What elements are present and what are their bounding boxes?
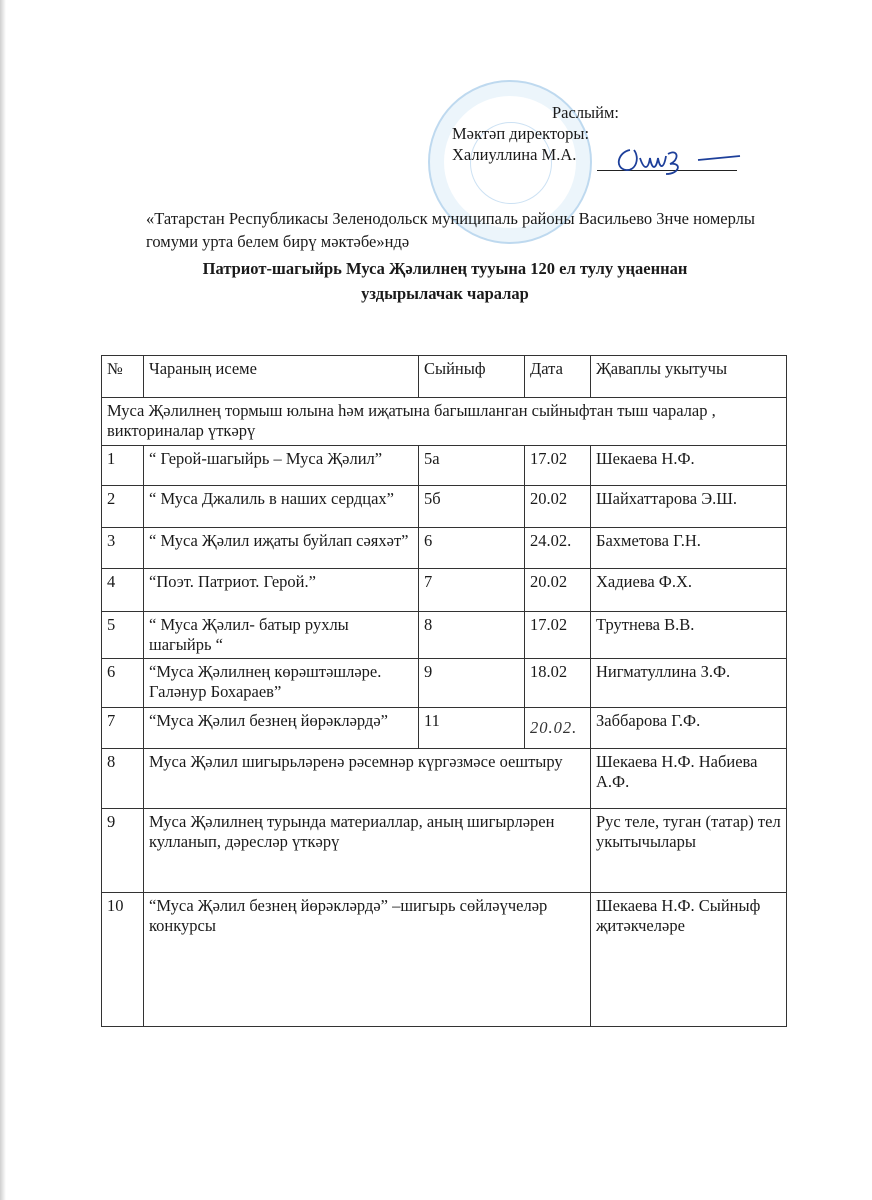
event-name: “Муса Җәлил безнең йөрәкләрдә” –шигырь сөйләүчеләр конкурсы [144,893,591,1027]
event-name: Муса Җәлилнең турында материаллар, аның шигырләрен кулланып, дәресләр үткәрү [144,809,591,893]
teacher-cell: Шекаева Н.Ф. Сыйныф җитәкчеләре [591,893,787,1027]
header-teacher: Җаваплы укытучы [591,356,787,398]
table-row [102,659,787,708]
approval-name: Халиуллина М.А. [452,145,577,164]
scan-edge-shadow [0,0,6,1200]
grade-cell: 7 [419,569,525,612]
section-row [102,398,787,446]
grade-cell: 6 [419,528,525,569]
table-row [102,528,787,569]
approval-block [452,102,619,165]
table-row [102,708,787,749]
date-cell: 17.02 [525,446,591,486]
date-cell: 20.02 [525,486,591,528]
teacher-cell: Шекаева Н.Ф. Набиева А.Ф. [591,749,787,809]
table-row [102,612,787,659]
event-name: “Поэт. Патриот. Герой.” [144,569,419,612]
teacher-cell: Шекаева Н.Ф. [591,446,787,486]
grade-cell: 5б [419,486,525,528]
grade-cell: 11 [419,708,525,749]
header-name: Чараның исеме [144,356,419,398]
teacher-cell: Хадиева Ф.Х. [591,569,787,612]
grade-cell: 8 [419,612,525,659]
table-row [102,569,787,612]
row-number: 2 [102,486,144,528]
teacher-cell: Бахметова Г.Н. [591,528,787,569]
title-line-2: уздырылачак чаралар [361,284,529,303]
date-cell: 24.02. [525,528,591,569]
header-date: Дата [525,356,591,398]
events-table [101,355,787,1027]
date-cell: 20.02 [525,569,591,612]
title-line-1: Патриот-шагыйрь Муса Җәлилнең тууына 120 ел тулу уңаеннан [202,259,688,278]
table-row [102,809,787,893]
school-intro: «Татарстан Республикасы Зеленодольск муниципаль районы Васильево 3нче номерлы гомуми урта белем бирү мәктәбе»ндә [146,209,755,251]
grade-cell: 5а [419,446,525,486]
row-number: 7 [102,708,144,749]
row-number: 3 [102,528,144,569]
director-signature [600,138,750,178]
teacher-cell: Нигматуллина З.Ф. [591,659,787,708]
event-name: “ Муса Джалиль в наших сердцах” [144,486,419,528]
row-number: 4 [102,569,144,612]
table-row [102,486,787,528]
section-heading: Муса Җәлилнең тормыш юлына һәм иҗатына багышланган сыйныфтан тыш чаралар , викториналар үткәрү [102,398,787,446]
header-grade: Сыйныф [419,356,525,398]
teacher-cell: Рус теле, туган (татар) тел укытычылары [591,809,787,893]
teacher-cell: Шайхаттарова Э.Ш. [591,486,787,528]
row-number: 9 [102,809,144,893]
row-number: 10 [102,893,144,1027]
row-number: 8 [102,749,144,809]
event-name: “ Муса Җәлил- батыр рухлы шагыйрь “ [144,612,419,659]
document-title [100,256,790,306]
event-name: “ Муса Җәлил иҗаты буйлап сәяхәт” [144,528,419,569]
row-number: 6 [102,659,144,708]
approval-position: Мәктәп директоры: [452,124,590,143]
table-row [102,749,787,809]
date-cell: 17.02 [525,612,591,659]
date-cell: 18.02 [525,659,591,708]
grade-cell: 9 [419,659,525,708]
date-cell: 20.02. [525,708,591,749]
teacher-cell: Трутнева В.В. [591,612,787,659]
event-name: “ Герой-шагыйрь – Муса Җәлил” [144,446,419,486]
table-header-row [102,356,787,398]
table-row [102,893,787,1027]
table-row [102,446,787,486]
row-number: 1 [102,446,144,486]
header-num: № [102,356,144,398]
event-name: “Муса Җәлил безнең йөрәкләрдә” [144,708,419,749]
row-number: 5 [102,612,144,659]
event-name: Муса Җәлил шигырьләренә рәсемнәр күргәзмәсе оештыру [144,749,591,809]
approval-label: Раслыйм: [552,103,619,122]
event-name: “Муса Җәлилнең көрәштәшләре. Галәнур Бохараев” [144,659,419,708]
teacher-cell: Заббарова Г.Ф. [591,708,787,749]
